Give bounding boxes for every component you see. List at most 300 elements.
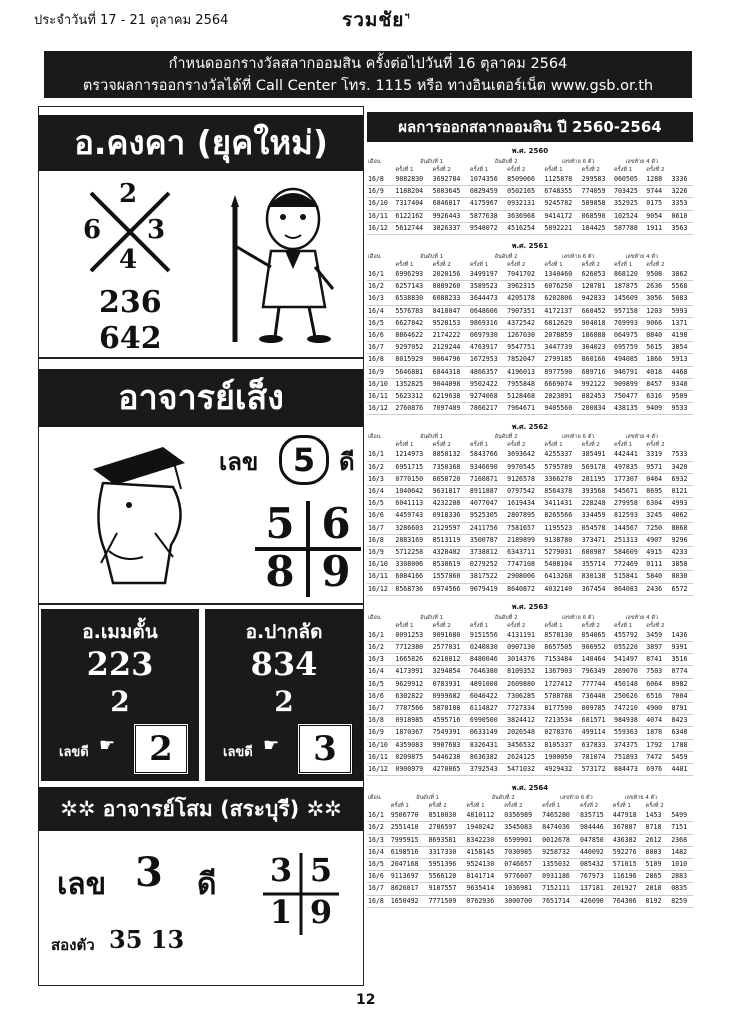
col-head: ครั้งที่ 1: [469, 622, 489, 629]
table-cell: 186088: [581, 330, 613, 342]
table-cell: 281195: [581, 473, 613, 485]
table-cell: 0932131: [506, 198, 543, 210]
scholar-cartoon-illustration: [53, 433, 213, 593]
table-cell: 6202806: [543, 293, 580, 305]
table-cell: 8718: [645, 822, 671, 834]
table-cell: 0697930: [469, 330, 506, 342]
section-divider: [39, 357, 363, 359]
table-cell: 6538830: [394, 293, 431, 305]
col-head: ครั้งที่ 2: [507, 167, 526, 173]
table-cell: 4993: [671, 498, 693, 510]
table-cell: 16/3: [367, 473, 394, 485]
table-cell: 3862: [671, 269, 693, 281]
table-row: [367, 461, 693, 473]
table-cell: 7250: [645, 522, 670, 534]
table-cell: 1125878: [543, 174, 580, 186]
table-cell: 6076250: [543, 281, 580, 293]
cross-bottom-digit: 4: [119, 245, 138, 275]
results-table: [367, 421, 693, 595]
table-cell: 16/11: [367, 751, 394, 763]
table-cell: 16/6: [367, 510, 394, 522]
table-cell: 906952: [581, 642, 613, 654]
table-cell: 4468: [671, 366, 693, 378]
table-cell: 9296: [671, 534, 693, 546]
table-cell: 5646881: [394, 366, 431, 378]
col-head: ครั้งที่ 1: [544, 262, 563, 268]
pointing-hand-icon: ☛: [99, 735, 116, 756]
table-cell: 8457: [645, 378, 670, 390]
table-cell: 1010: [670, 859, 693, 871]
table-cell: 7151: [670, 822, 693, 834]
table-cell: 689716: [581, 366, 613, 378]
table-cell: 864083: [613, 583, 645, 595]
table-cell: 5843766: [469, 449, 506, 461]
table-cell: 16/1: [367, 630, 394, 642]
table-cell: 4516254: [506, 222, 543, 234]
table-cell: 781074: [581, 751, 613, 763]
table-row: [367, 449, 693, 461]
table-cell: 3897: [645, 642, 670, 654]
col-group: เลขท้าย 4 ตัว: [625, 614, 659, 621]
table-row: [367, 522, 693, 534]
table-cell: 177307: [613, 473, 645, 485]
col-head: เดือน: [368, 254, 381, 260]
table-row: [367, 486, 693, 498]
table-cell: 1371: [671, 317, 693, 329]
table-cell: 144567: [613, 522, 645, 534]
col-head: ครั้งที่ 1: [544, 442, 563, 449]
table-cell: 5612744: [394, 222, 431, 234]
table-cell: 16/10: [367, 559, 394, 571]
table-cell: 184425: [581, 222, 613, 234]
table-cell: 3336: [671, 174, 693, 186]
col-group: เลขท้าย 4 ตัว: [625, 254, 659, 260]
memton-sub-digit: 2: [110, 685, 130, 718]
table-cell: 436382: [612, 834, 645, 846]
table-cell: 9245782: [543, 198, 580, 210]
table-cell: 9508: [645, 269, 670, 281]
table-cell: 426090: [579, 895, 612, 907]
table-cell: 5279031: [543, 547, 580, 559]
table-cell: 1195523: [543, 522, 580, 534]
table-cell: 2883169: [394, 534, 431, 546]
table-cell: 299583: [581, 174, 613, 186]
table-cell: 200834: [581, 403, 613, 415]
table-cell: 2883: [670, 871, 693, 883]
table-cell: 8015929: [394, 354, 431, 366]
cross-top-digit: 2: [119, 179, 138, 209]
table-cell: 4175967: [469, 198, 506, 210]
table-cell: 16/8: [367, 354, 394, 366]
table-cell: 4595716: [432, 715, 469, 727]
table-cell: 5446238: [432, 751, 469, 763]
table-cell: 736440: [581, 690, 613, 702]
table-cell: 8657505: [543, 642, 580, 654]
table-cell: 626053: [581, 269, 613, 281]
table-cell: 6627842: [394, 317, 431, 329]
table-cell: 442441: [613, 449, 645, 461]
table-cell: 16/5: [367, 317, 394, 329]
table-cell: 4459743: [394, 510, 431, 522]
table-cell: 2129597: [432, 522, 469, 534]
seng-lucky-digit: 5: [279, 435, 329, 485]
table-cell: 5499: [670, 810, 693, 822]
table-cell: 6846017: [432, 198, 469, 210]
table-row: [367, 810, 693, 822]
table-cell: 6040422: [469, 690, 506, 702]
table-cell: 7646380: [469, 666, 506, 678]
table-cell: 2807895: [506, 510, 543, 522]
col-head: ครั้งที่ 1: [466, 803, 485, 810]
table-row: [367, 222, 693, 234]
table-row: [367, 846, 693, 858]
table-row: [367, 690, 693, 702]
table-cell: 2551410: [390, 822, 428, 834]
table-cell: 2129244: [432, 342, 469, 354]
col-group: เลขท้าย 6 ตัว: [561, 254, 595, 260]
table-cell: 373471: [581, 534, 613, 546]
table-row: [367, 403, 693, 415]
table-cell: 16/7: [367, 883, 390, 895]
table-cell: 7097409: [432, 403, 469, 415]
table-cell: 055220: [613, 642, 645, 654]
table-cell: 16/8: [367, 895, 390, 907]
table-cell: 16/9: [367, 186, 394, 198]
table-cell: 16/12: [367, 764, 394, 776]
table-cell: 8109352: [506, 666, 543, 678]
table-cell: 1727412: [543, 678, 580, 690]
table-cell: 4255337: [543, 449, 580, 461]
col-head: ครั้งที่ 2: [646, 622, 665, 629]
table-cell: 9187557: [428, 883, 466, 895]
table-cell: 2078859: [543, 330, 580, 342]
table-row: [367, 739, 693, 751]
table-cell: 16/9: [367, 547, 394, 559]
table-row: [367, 895, 693, 907]
table-cell: 1340460: [543, 269, 580, 281]
table-cell: 3456532: [506, 739, 543, 751]
col-head: ครั้งที่ 2: [581, 167, 600, 173]
table-cell: 054578: [581, 522, 613, 534]
memton-box: [41, 609, 199, 781]
table-cell: 2624125: [506, 751, 543, 763]
table-cell: 16/3: [367, 293, 394, 305]
table-cell: 7581657: [506, 522, 543, 534]
table-cell: 7153484: [543, 654, 580, 666]
table-cell: 4270065: [432, 764, 469, 776]
table-cell: 8864622: [394, 330, 431, 342]
table-cell: 747210: [613, 703, 645, 715]
table-cell: 751893: [613, 751, 645, 763]
table-cell: 8693581: [428, 834, 466, 846]
table-cell: 796349: [581, 666, 613, 678]
table-cell: 3962315: [506, 281, 543, 293]
table-cell: 7907351: [506, 305, 543, 317]
table-cell: 8850132: [432, 449, 469, 461]
table-cell: 5878100: [432, 703, 469, 715]
table-row: [367, 366, 693, 378]
table-cell: 3366278: [543, 473, 580, 485]
col-head: ครั้งที่ 1: [613, 262, 633, 268]
table-cell: 8141714: [465, 871, 503, 883]
table-row: [367, 473, 693, 485]
table-cell: 0012678: [541, 834, 579, 846]
table-cell: 750477: [613, 391, 645, 403]
table-cell: 7152111: [541, 883, 579, 895]
table-cell: 2047168: [390, 859, 428, 871]
table-cell: 4328402: [432, 547, 469, 559]
table-cell: 16/2: [367, 642, 394, 654]
table-cell: 4074: [645, 715, 670, 727]
col-head: ครั้งที่ 1: [612, 803, 631, 810]
table-cell: 4866357: [469, 366, 506, 378]
khongkha-number-2: 642: [99, 321, 162, 356]
paklat-lucky-digit: 3: [297, 723, 353, 775]
table-cell: 8474036: [541, 822, 579, 834]
cross-left-digit: 6: [83, 215, 102, 245]
table-row: [367, 534, 693, 546]
table-cell: 868120: [613, 269, 645, 281]
table-cell: 8636382: [469, 751, 506, 763]
table-cell: 497835: [613, 461, 645, 473]
col-head: ครั้งที่ 1: [469, 442, 489, 449]
table-cell: 5083: [671, 293, 693, 305]
table-cell: 6516: [645, 690, 670, 702]
table-cell: 3693642: [506, 449, 543, 461]
table-cell: 984446: [579, 822, 612, 834]
table-cell: 774059: [581, 186, 613, 198]
table-cell: 1650492: [390, 895, 428, 907]
table-row: [367, 293, 693, 305]
table-row: [367, 871, 693, 883]
col-head: ครั้งที่ 1: [544, 167, 563, 173]
table-cell: 16/10: [367, 739, 394, 751]
table-cell: 584609: [613, 547, 645, 559]
table-cell: 9629912: [394, 678, 431, 690]
som-di-label: ดี: [197, 867, 217, 902]
table-cell: 0783931: [432, 678, 469, 690]
col-group: อันดับที่ 2: [494, 434, 518, 441]
year-label: พ.ศ. 2564: [511, 783, 549, 792]
table-row: [367, 642, 693, 654]
table-cell: 3826337: [432, 222, 469, 234]
table-cell: 3286603: [394, 522, 431, 534]
table-cell: 1557860: [432, 571, 469, 583]
table-cell: 393568: [581, 486, 613, 498]
table-cell: 16/11: [367, 571, 394, 583]
table-cell: 2174222: [432, 330, 469, 342]
table-cell: 4196013: [506, 366, 543, 378]
cross-right-digit: 3: [147, 215, 166, 245]
table-cell: 5459: [671, 751, 693, 763]
year-label: พ.ศ. 2563: [511, 603, 549, 612]
table-cell: 4172137: [543, 305, 580, 317]
table-cell: 6599901: [503, 834, 541, 846]
table-cell: 5877638: [469, 210, 506, 222]
table-cell: 703425: [613, 186, 645, 198]
table-cell: 1792: [645, 739, 670, 751]
col-head: ครั้งที่ 2: [507, 622, 526, 629]
table-cell: 769993: [613, 317, 645, 329]
table-cell: 251313: [613, 534, 645, 546]
table-cell: 1665826: [394, 654, 431, 666]
memton-number: 223: [86, 645, 154, 683]
col-group: เลขท้าย 4 ตัว: [625, 434, 659, 441]
table-cell: 2609880: [506, 678, 543, 690]
table-cell: 3636968: [506, 210, 543, 222]
table-cell: 3245: [645, 510, 670, 522]
table-cell: 304023: [581, 342, 613, 354]
table-cell: 2026548: [506, 727, 543, 739]
table-row: [367, 391, 693, 403]
col-head: เดือน: [368, 159, 381, 165]
table-cell: 8105337: [543, 739, 580, 751]
predictions-column: [38, 106, 364, 986]
table-cell: 4900: [645, 703, 670, 715]
table-cell: 8423: [671, 715, 693, 727]
table-cell: 16/6: [367, 690, 394, 702]
table-cell: 957158: [613, 305, 645, 317]
table-cell: 8192: [645, 895, 671, 907]
table-cell: 5712258: [394, 547, 431, 559]
table-cell: 8326431: [469, 739, 506, 751]
col-group: อันดับที่ 1: [420, 254, 444, 260]
som-grid-digit-3: 1: [269, 893, 293, 931]
col-group: เลขท้าย 4 ตัว: [625, 159, 659, 165]
announcement-banner: [44, 51, 692, 98]
table-cell: 16/7: [367, 703, 394, 715]
table-cell: 2368: [670, 834, 693, 846]
brand-logo: [342, 5, 411, 35]
table-cell: 9258732: [541, 846, 579, 858]
table-row: [367, 703, 693, 715]
seng-grid-digit-2: 6: [321, 499, 351, 548]
table-cell: 0746657: [503, 859, 541, 871]
col-group: อันดับที่ 2: [491, 795, 515, 802]
col-head: ครั้งที่ 2: [432, 442, 451, 449]
col-group: เลขท้าย 6 ตัว: [561, 614, 595, 621]
table-cell: 4198: [671, 330, 693, 342]
table-cell: 5128468: [506, 391, 543, 403]
col-group: อันดับที่ 2: [494, 159, 518, 165]
table-cell: 695759: [613, 342, 645, 354]
table-cell: 4915: [645, 547, 670, 559]
table-row: [367, 859, 693, 871]
table-cell: 16/5: [367, 859, 390, 871]
table-cell: 5951396: [428, 859, 466, 871]
table-cell: 8564378: [543, 486, 580, 498]
paklat-lek-label: เลขดี: [223, 745, 253, 760]
table-cell: 1203: [645, 305, 670, 317]
table-cell: 6812629: [543, 317, 580, 329]
results-title: ผลการออกสลากออมสิน ปี 2560-2564: [367, 112, 693, 142]
table-cell: 1940242: [465, 822, 503, 834]
table-cell: 7995915: [390, 834, 428, 846]
table-cell: 7030985: [503, 846, 541, 858]
table-cell: 9138780: [543, 534, 580, 546]
table-cell: 128781: [581, 281, 613, 293]
seng-title: อาจารย์เส็ง: [39, 369, 363, 427]
table-cell: 7955848: [506, 378, 543, 390]
memton-lek-label: เลขดี: [59, 745, 89, 760]
table-cell: 860166: [581, 354, 613, 366]
col-head: เดือน: [368, 614, 381, 621]
seng-di-label: ดี: [339, 448, 355, 476]
table-cell: 8513119: [432, 534, 469, 546]
table-cell: 9528153: [432, 317, 469, 329]
table-row: [367, 715, 693, 727]
table-cell: 7852047: [506, 354, 543, 366]
issue-date: ประจำวันที่ 17 - 21 ตุลาคม 2564: [34, 13, 229, 28]
table-cell: 9524130: [465, 859, 503, 871]
table-cell: 250626: [613, 690, 645, 702]
year-label: พ.ศ. 2560: [511, 147, 549, 156]
table-cell: 3824412: [506, 715, 543, 727]
table-cell: 2023891: [543, 391, 580, 403]
table-cell: 16/10: [367, 198, 394, 210]
table-cell: 9391: [671, 642, 693, 654]
table-cell: 6844318: [432, 366, 469, 378]
table-cell: 2436: [645, 583, 670, 595]
table-cell: 5471032: [506, 764, 543, 776]
table-cell: 1036981: [503, 883, 541, 895]
table-row: [367, 666, 693, 678]
table-cell: 0209875: [394, 751, 431, 763]
table-cell: 509858: [581, 198, 613, 210]
table-row: [367, 764, 693, 776]
table-cell: 16/2: [367, 822, 390, 834]
table-cell: 16/7: [367, 522, 394, 534]
table-cell: 0907130: [506, 642, 543, 654]
table-cell: 228248: [581, 498, 613, 510]
table-cell: 946791: [613, 366, 645, 378]
table-cell: 8177590: [543, 703, 580, 715]
col-group: อันดับที่ 1: [416, 795, 440, 802]
col-head: ครั้งที่ 1: [613, 167, 633, 173]
table-cell: 0797542: [506, 486, 543, 498]
table-cell: 3854: [671, 342, 693, 354]
col-head: ครั้งที่ 2: [432, 622, 451, 629]
table-cell: 9525305: [469, 510, 506, 522]
table-cell: 455792: [613, 630, 645, 642]
table-cell: 6122162: [394, 210, 431, 222]
seng-grid-digit-3: 8: [265, 547, 295, 596]
table-cell: 385491: [581, 449, 613, 461]
table-cell: 3420: [671, 461, 693, 473]
table-cell: 440092: [579, 846, 612, 858]
table-row: [367, 317, 693, 329]
paklat-box: [205, 609, 363, 781]
som-lek-label: เลข: [57, 867, 107, 902]
table-cell: 904018: [581, 317, 613, 329]
table-cell: 1352825: [394, 378, 431, 390]
seng-grid-digit-4: 9: [321, 547, 351, 596]
table-cell: 9926443: [432, 210, 469, 222]
table-cell: 9113697: [390, 871, 428, 883]
table-cell: 0770150: [394, 473, 431, 485]
table-cell: 1672953: [469, 354, 506, 366]
table-cell: 5576783: [394, 305, 431, 317]
table-cell: 9348: [671, 378, 693, 390]
table-cell: 8568736: [394, 583, 431, 595]
table-cell: 0648606: [469, 305, 506, 317]
table-cell: 6413268: [543, 571, 580, 583]
col-head: เดือน: [368, 795, 381, 802]
col-head: ครั้งที่ 2: [432, 262, 451, 268]
table-cell: 0658720: [432, 473, 469, 485]
table-cell: 6114827: [469, 703, 506, 715]
table-cell: 812593: [613, 510, 645, 522]
